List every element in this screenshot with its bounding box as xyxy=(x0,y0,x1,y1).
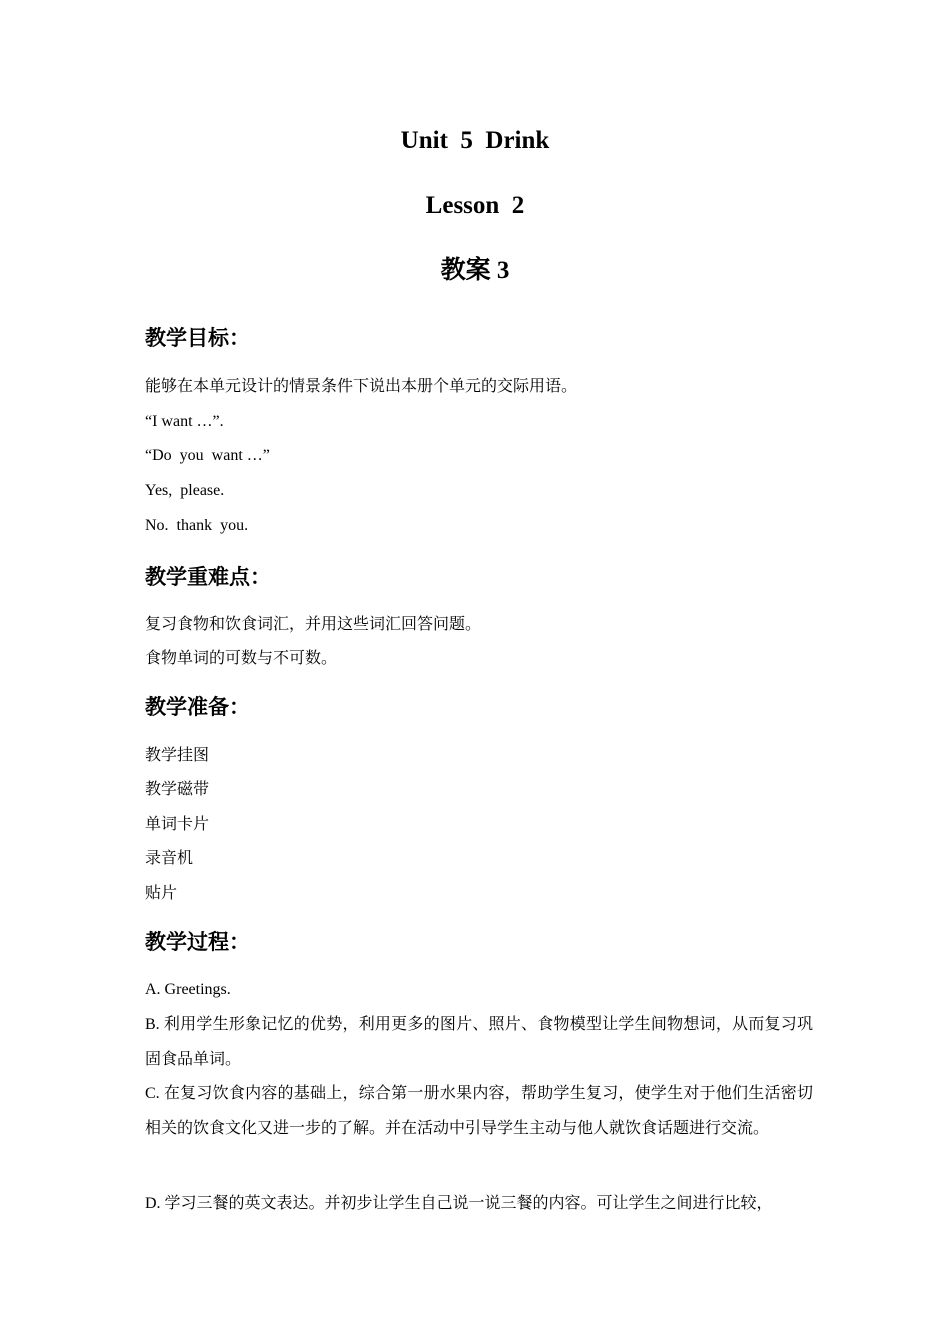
process-heading: 教学过程： xyxy=(145,930,250,954)
preparation-item: 单词卡片 xyxy=(145,816,210,833)
process-step: B. 利用学生形象记忆的优势，利用更多的图片、照片、食物模型让学生间物想词，从而复习巩固食品单词。 xyxy=(145,1016,813,1068)
objectives-line: “Do you want …” xyxy=(145,447,270,464)
process-step: C. 在复习饮食内容的基础上，综合第一册水果内容，帮助学生复习，使学生对于他们生活密切相关的饮食文化又进一步的了解。并在活动中引导学生主动与他人就饮食话题进行交流。 xyxy=(145,1085,813,1137)
process-step: D. 学习三餐的英文表达。并初步让学生自己说一说三餐的内容。可让学生之间进行比较， xyxy=(145,1195,773,1212)
preparation-item: 教学磁带 xyxy=(145,781,210,798)
key-points-heading: 教学重难点： xyxy=(145,565,271,589)
preparation-item: 教学挂图 xyxy=(145,747,210,764)
objectives-line: “I want …”. xyxy=(145,413,224,430)
objectives-heading: 教学目标： xyxy=(145,326,250,350)
preparation-item: 贴片 xyxy=(145,885,178,902)
key-points-line: 复习食物和饮食词汇，并用这些词汇回答问题。 xyxy=(145,616,482,633)
preparation-item: 录音机 xyxy=(145,850,194,867)
objectives-line: No. thank you. xyxy=(145,517,249,534)
plan-title: 教案 3 xyxy=(440,257,510,284)
lesson-title: Lesson 2 xyxy=(425,192,525,219)
objectives-line: Yes, please. xyxy=(145,482,225,499)
objectives-line: 能够在本单元设计的情景条件下说出本册个单元的交际用语。 xyxy=(145,378,578,395)
key-points-line: 食物单词的可数与不可数。 xyxy=(145,650,338,667)
process-step: A. Greetings. xyxy=(145,981,231,998)
unit-title: Unit 5 Drink xyxy=(400,127,550,154)
preparation-heading: 教学准备： xyxy=(145,695,250,719)
